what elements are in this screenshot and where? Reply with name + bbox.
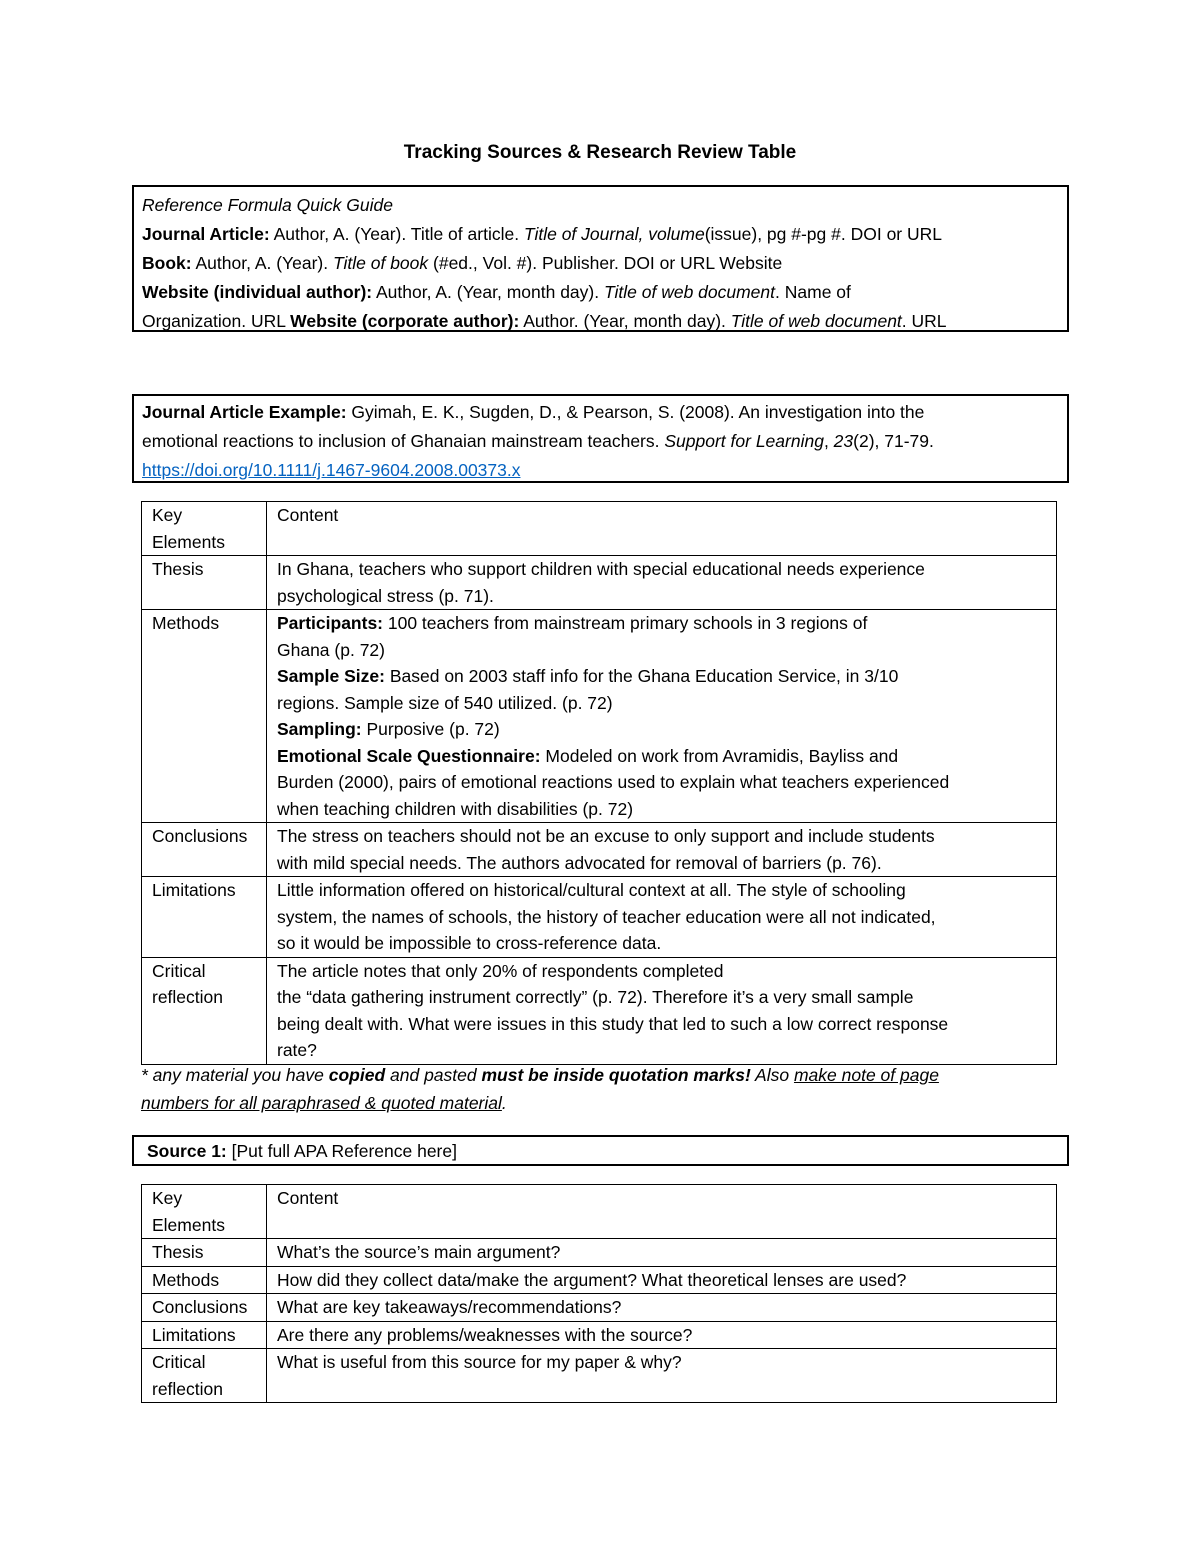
table-row	[142, 1266, 1057, 1294]
table-row	[142, 1321, 1057, 1349]
source-1-review-table	[141, 1184, 1057, 1403]
source-1-reference[interactable]: Source 1: [Put full APA Reference here]	[132, 1135, 1069, 1166]
table-row	[142, 1185, 1057, 1239]
thesis-content: In Ghana, teachers who support children with special educational needs experience psychological stress (p. 71).	[267, 556, 1057, 610]
methods-label: Methods	[142, 610, 267, 823]
table-row	[142, 610, 1057, 823]
table-row	[142, 556, 1057, 610]
conclusions-label: Conclusions	[142, 1294, 267, 1322]
critical-reflection-label: Critical reflection	[142, 957, 267, 1064]
example-line-1: Journal Article Example: Gyimah, E. K., Sugden, D., & Pearson, S. (2008). An investigation into the	[142, 402, 925, 422]
critical-reflection-content: The article notes that only 20% of respondents completed the “data gathering instrument correctly” (p. 72). Therefore it’s a very small sample being dealt with. What were issues in this study that led to such a low correct response rate?	[267, 957, 1057, 1064]
formula-journal-line: Journal Article: Author, A. (Year). Title of article. Title of Journal, volume(issue), pg #-pg #. DOI or URL	[142, 224, 942, 244]
thesis-label: Thesis	[142, 1239, 267, 1267]
key-elements-header: Key Elements	[142, 1185, 267, 1239]
thesis-prompt[interactable]: What’s the source’s main argument?	[267, 1239, 1057, 1267]
example-doi-link[interactable]: https://doi.org/10.1111/j.1467-9604.2008.00373.x	[142, 460, 521, 480]
key-elements-header: Key Elements	[142, 502, 267, 556]
limitations-label: Limitations	[142, 1321, 267, 1349]
example-line-2: emotional reactions to inclusion of Ghanaian mainstream teachers. Support for Learning, 23(2), 71-79.	[142, 431, 934, 451]
table-row	[142, 1294, 1057, 1322]
formula-website-individual-line: Website (individual author): Author, A. (Year, month day). Title of web document. Name of	[142, 282, 851, 302]
table-row	[142, 877, 1057, 958]
critical-reflection-prompt[interactable]: What is useful from this source for my paper & why?	[267, 1349, 1057, 1403]
reference-formula-guide	[132, 185, 1069, 332]
table-row	[142, 1349, 1057, 1403]
formula-website-corporate-line: Organization. URL Website (corporate author): Author. (Year, month day). Title of web document. URL	[142, 311, 947, 331]
journal-article-example	[132, 394, 1069, 483]
conclusions-content: The stress on teachers should not be an excuse to only support and include students with mild special needs. The authors advocated for removal of barriers (p. 76).	[267, 823, 1057, 877]
quotation-note: * any material you have copied and pasted must be inside quotation marks! Also make note of page numbers for all paraphrased & quoted material.	[141, 1065, 939, 1113]
table-row	[142, 823, 1057, 877]
example-review-table	[141, 501, 1057, 1065]
page-title: Tracking Sources & Research Review Table	[403, 142, 797, 163]
conclusions-prompt[interactable]: What are key takeaways/recommendations?	[267, 1294, 1057, 1322]
methods-label: Methods	[142, 1266, 267, 1294]
content-header: Content	[267, 1185, 1057, 1239]
thesis-label: Thesis	[142, 556, 267, 610]
content-header: Content	[267, 502, 1057, 556]
conclusions-label: Conclusions	[142, 823, 267, 877]
formula-book-line: Book: Author, A. (Year). Title of book (#ed., Vol. #). Publisher. DOI or URL Website	[142, 253, 783, 273]
limitations-content: Little information offered on historical/cultural context at all. The style of schooling system, the names of schools, the history of teacher education were all not indicated, so it would be impossible to cross-reference data.	[267, 877, 1057, 958]
methods-prompt[interactable]: How did they collect data/make the argument? What theoretical lenses are used?	[267, 1266, 1057, 1294]
formula-guide-heading: Reference Formula Quick Guide	[142, 195, 393, 215]
table-row	[142, 1239, 1057, 1267]
limitations-label: Limitations	[142, 877, 267, 958]
methods-content: Participants: 100 teachers from mainstream primary schools in 3 regions of Ghana (p. 72) Sample Size: Based on 2003 staff info for the Ghana Education Service, in 3/10 regions. Sample size of 540 utilized. (p. 72) Sampling: Purposive (p. 72) Emotional Scale Questionnaire: Modeled on work from Avramidis, Bayliss and Burden (2000), pairs of emotional reactions used to explain what teachers experienced when teaching children with disabilities (p. 72)	[267, 610, 1057, 823]
table-row	[142, 502, 1057, 556]
limitations-prompt[interactable]: Are there any problems/weaknesses with the source?	[267, 1321, 1057, 1349]
table-row	[142, 957, 1057, 1064]
critical-reflection-label: Critical reflection	[142, 1349, 267, 1403]
